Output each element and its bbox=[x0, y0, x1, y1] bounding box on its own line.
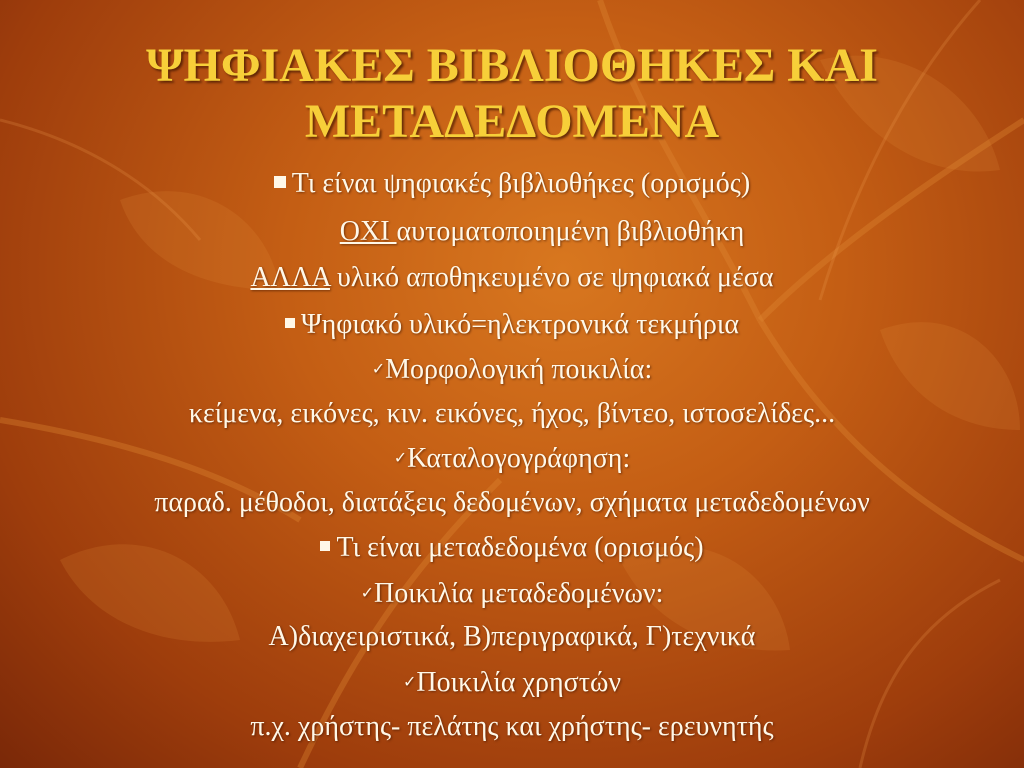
check-icon: ✓ bbox=[393, 448, 408, 467]
line-text: υλικό αποθηκευμένο σε ψηφιακά μέσα bbox=[329, 262, 774, 293]
line-text: Ψηφιακό υλικό=ηλεκτρονικά τεκμήρια bbox=[300, 309, 740, 340]
line-metadata-types bbox=[20, 620, 1004, 654]
check-icon: ✓ bbox=[360, 583, 375, 602]
line-cataloguing-methods bbox=[20, 486, 1004, 520]
check-icon: ✓ bbox=[371, 359, 386, 378]
square-bullet-icon bbox=[274, 176, 286, 188]
square-bullet-icon bbox=[320, 541, 330, 551]
check-line-cataloguing bbox=[20, 441, 1004, 476]
line-text: π.χ. χρήστης- πελάτης και χρήστης- ερευνητής bbox=[250, 711, 774, 742]
line-text: αυτοματοποιημένη βιβλιοθήκη bbox=[396, 216, 745, 247]
line-text: Τι είναι μεταδεδομένα (ορισμός) bbox=[336, 532, 704, 563]
line-text: κείμενα, εικόνες, κιν. εικόνες, ήχος, βίντεο, ιστοσελίδες... bbox=[188, 398, 836, 429]
check-line-morphological-variety bbox=[20, 352, 1004, 387]
line-text: Καταλογογράφηση: bbox=[407, 443, 631, 474]
line-text: παραδ. μέθοδοι, διατάξεις δεδομένων, σχήματα μεταδεδομένων bbox=[154, 487, 870, 518]
bullet-line-digital-material bbox=[20, 308, 1004, 342]
underlined-word: ΟΧΙ bbox=[339, 216, 397, 247]
title-line-2: ΜΕΤΑΔΕΔΟΜΕΝΑ bbox=[304, 95, 720, 148]
line-text: Ποικιλία χρηστών bbox=[416, 667, 622, 698]
title-line-1: ΨΗΦΙΑΚΕΣ ΒΙΒΛΙΟΘΗΚΕΣ ΚΑΙ bbox=[146, 39, 878, 92]
check-line-user-variety bbox=[20, 665, 1004, 700]
line-text: Μορφολογική ποικιλία: bbox=[385, 354, 653, 385]
line-text: Α)διαχειριστικά, Β)περιγραφικά, Γ)τεχνικά bbox=[268, 621, 756, 652]
check-line-metadata-variety bbox=[20, 576, 1004, 611]
slide-title bbox=[40, 38, 984, 150]
bullet-line-digital-libraries bbox=[20, 167, 1004, 201]
check-icon: ✓ bbox=[402, 672, 417, 691]
line-text: Τι είναι ψηφιακές βιβλιοθήκες (ορισμός) bbox=[291, 168, 751, 199]
line-text: Ποικιλία μεταδεδομένων: bbox=[374, 578, 664, 609]
bullet-line-metadata-definition bbox=[20, 531, 1004, 565]
line-user-examples bbox=[20, 710, 1004, 744]
line-media-types bbox=[20, 397, 1004, 431]
underlined-word: ΑΛΛΑ bbox=[250, 262, 330, 293]
square-bullet-icon bbox=[285, 318, 295, 328]
line-but-material bbox=[20, 261, 1004, 295]
line-not-automated bbox=[20, 215, 1004, 249]
